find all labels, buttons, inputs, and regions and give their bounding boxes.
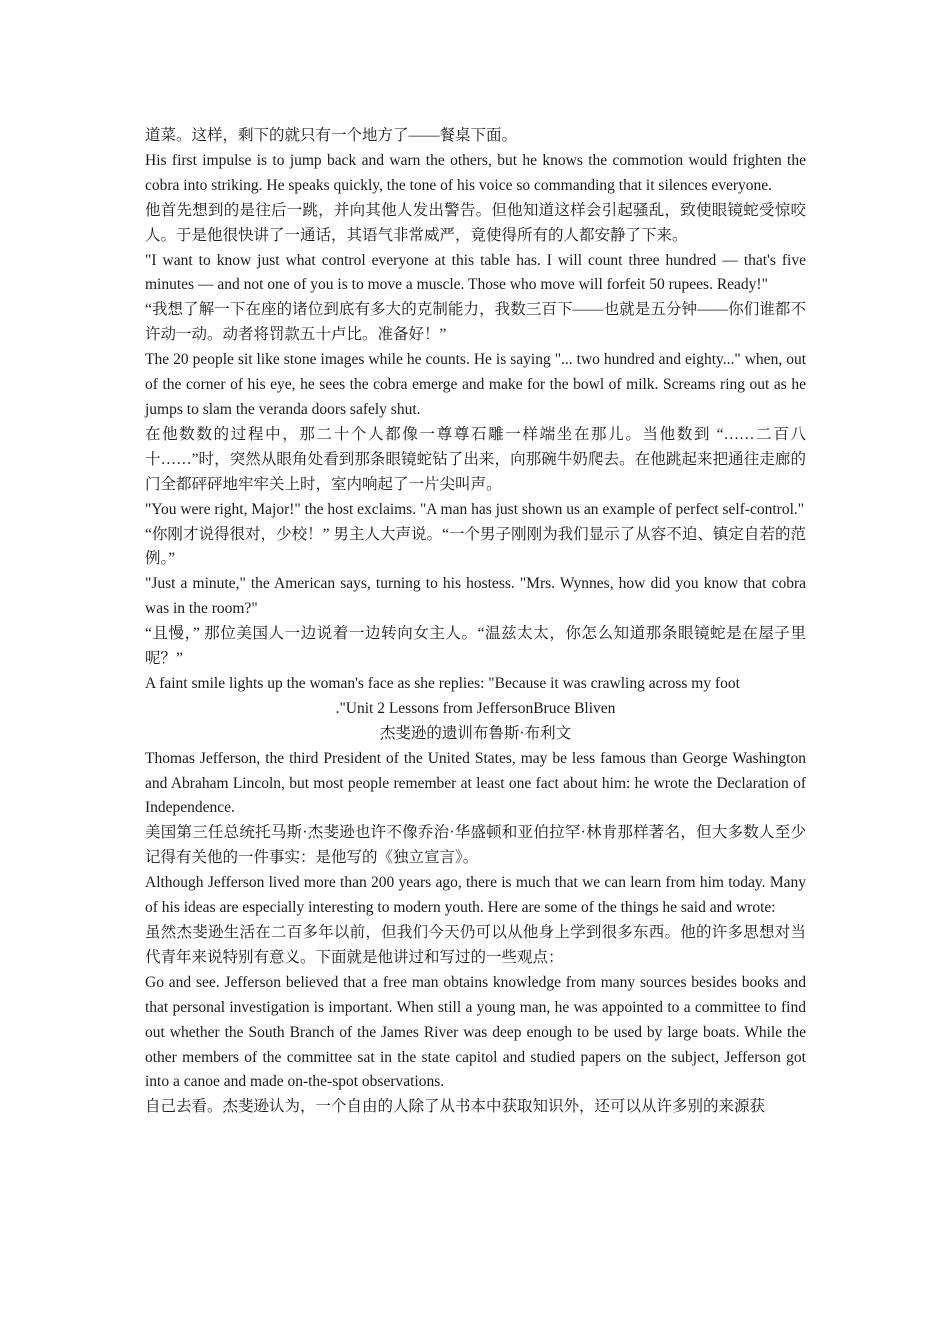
paragraph-english-impulse: His first impulse is to jump back and warn the others, but he knows the commotion would frighten the cobra into striking. He speaks quickly, the tone of his voice so commanding that it silences everyone.: [145, 151, 806, 194]
paragraph-english-count: "I want to know just what control everyone at this table has. I will count three hundred — that's five minutes — and not one of you is to move a muscle. Those who move will forfeit 50 rupees. Ready!": [145, 251, 806, 294]
paragraph-english-american: "Just a minute," the American says, turning to his hostess. "Mrs. Wynnes, how did you know that cobra was in the room?": [145, 575, 806, 618]
paragraph-chinese-lessons: 虽然杰斐逊生活在二百多年以前，但我们今天仍可以从他身上学到很多东西。他的许多思想对当代青年来说特别有意义。下面就是他讲过和写过的一些观点：: [145, 924, 806, 966]
unit-title: ."Unit 2 Lessons from JeffersonBruce Bliven: [335, 699, 616, 717]
paragraph-chinese-continuation: 道菜。这样，剩下的就只有一个地方了——餐桌下面。: [145, 127, 518, 144]
unit-title-chinese: 杰斐逊的遗训布鲁斯·布利文: [379, 724, 572, 742]
paragraph-english-go-and-see: Go and see. Jefferson believed that a free man obtains knowledge from many sources besides books and that personal investigation is important. When still a young man, he was appointed to a committee to find out whether the South Branch of the James River was deep enough to be used by large boats. While the other members of the committee sat in the state capitol and studied papers on the subject, Jefferson got into a canoe and made on-the-spot observations.: [145, 973, 806, 1091]
paragraph-chinese-stone: 在他数数的过程中，那二十个人都像一尊尊石雕一样端坐在那儿。当他数到 “……二百八十……”时，突然从眼角处看到那条眼镜蛇钻了出来，向那碗牛奶爬去。在他跳起来把通往走廊的门全都砰砰地牢牢关上时，室内响起了一片尖叫声。: [145, 425, 806, 493]
paragraph-chinese-host: “你刚才说得很对，少校！” 男主人大声说。“一个男子刚刚为我们显示了从容不迫、镇定自若的范例。”: [145, 525, 806, 568]
paragraph-chinese-american: “且慢，” 那位美国人一边说着一边转向女主人。“温兹太太，你怎么知道那条眼镜蛇是在屋子里呢？”: [145, 625, 806, 668]
paragraph-chinese-go-and-see: 自己去看。杰斐逊认为，一个自由的人除了从书本中获取知识外，还可以从许多别的来源获: [145, 1098, 766, 1116]
paragraph-english-lessons: Although Jefferson lived more than 200 years ago, there is much that we can learn from him today. Many of his ideas are especially interesting to modern youth. Here are some of the things he said and wrote:: [145, 874, 806, 917]
paragraph-chinese-count: “我想了解一下在座的诸位到底有多大的克制能力，我数三百下——也就是五分钟——你们谁都不许动一动。动者将罚款五十卢比。准备好！”: [145, 301, 806, 344]
document-body: [145, 124, 806, 1120]
paragraph-english-smile: A faint smile lights up the woman's face as she replies: "Because it was crawling across my foot: [145, 674, 740, 692]
paragraph-english-jefferson-intro: Thomas Jefferson, the third President of the United States, may be less famous than George Washington and Abraham Lincoln, but most people remember at least one fact about him: he wrote the Declaration of Independence.: [145, 749, 806, 817]
paragraph-english-host: "You were right, Major!" the host exclaims. "A man has just shown us an example of perfect self-control.": [145, 500, 805, 518]
paragraph-chinese-jefferson-intro: 美国第三任总统托马斯·杰斐逊也许不像乔治·华盛顿和亚伯拉罕·林肯那样著名，但大多数人至少记得有关他的一件事实：是他写的《独立宣言》。: [145, 824, 806, 867]
paragraph-chinese-impulse: 他首先想到的是往后一跳，并向其他人发出警告。但他知道这样会引起骚乱，致使眼镜蛇受惊咬人。于是他很快讲了一通话，其语气非常威严，竟使得所有的人都安静了下来。: [145, 201, 806, 244]
paragraph-english-stone: The 20 people sit like stone images while he counts. He is saying "... two hundred and eighty..." when, out of the corner of his eye, he sees the cobra emerge and make for the bowl of milk. Screams ring out as he jumps to slam the veranda doors safely shut.: [145, 351, 806, 418]
